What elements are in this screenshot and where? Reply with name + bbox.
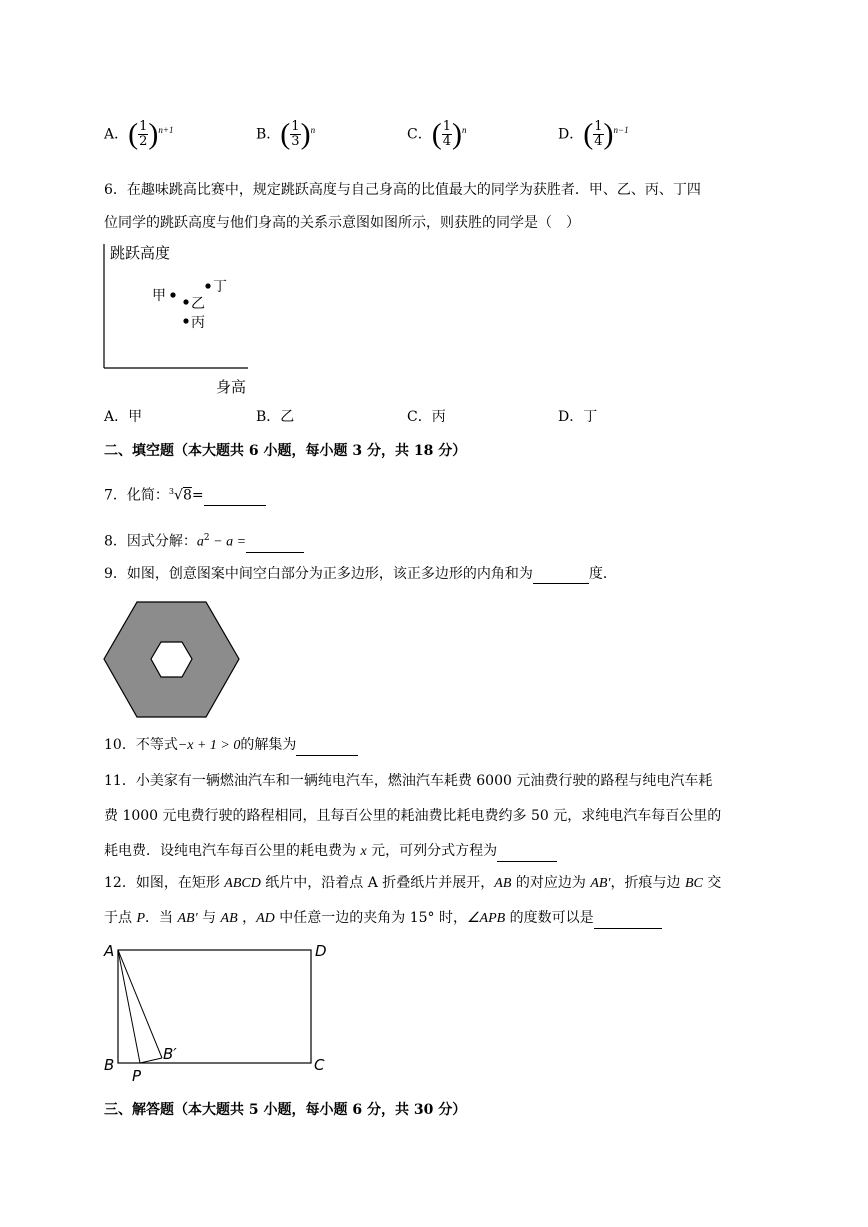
- q5-option-b: B．( $\frac{1}{3}$ )$^n$: [256, 117, 316, 151]
- q12-line-p-b-prime: [140, 1058, 162, 1063]
- q12-rectangle-abcd: [118, 950, 311, 1063]
- q6-x-axis-label: 身高: [216, 378, 247, 396]
- q12-label-a: A: [104, 942, 115, 960]
- q5-option-d: D．( $\frac{1}{4}$ )$^{n-1}$: [558, 117, 629, 151]
- q6-scatter-figure: [100, 240, 260, 400]
- q12-line-ab-prime: [118, 950, 162, 1058]
- q12-fold-line-ap: [118, 950, 140, 1063]
- q6-option-a: A．甲: [104, 409, 143, 425]
- q11-line1: 11．小美家有一辆燃油汽车和一辆纯电汽车，燃油汽车耗费 6000 元油费行驶的路程与纯电汽车耗: [104, 773, 713, 789]
- q6-point-bing-label: 丙: [191, 315, 205, 331]
- q12-answer-blank: [594, 914, 662, 929]
- q11-answer-blank: [497, 847, 557, 862]
- q12-line2: 于点 P．当 AB′ 与 AB ，AD 中任意一边的夹角为 15° 时，∠APB 的度数可以是: [104, 908, 662, 929]
- q8-answer-blank: [246, 538, 304, 553]
- q6-point-yi: [183, 299, 188, 304]
- q6-line1: 6．在趣味跳高比赛中，规定跳跃高度与自己身高的比值最大的同学为获胜者．甲、乙、丙、丁四: [104, 182, 701, 198]
- q12-label-b-prime: B′: [163, 1045, 177, 1063]
- q8: 8．因式分解：$a^2 - a$ =: [104, 528, 304, 553]
- section2-heading: 二、填空题（本大题共 6 小题，每小题 3 分，共 18 分）: [104, 443, 467, 459]
- q6-point-yi-label: 乙: [191, 296, 205, 312]
- section3-heading: 三、解答题（本大题共 5 小题，每小题 6 分，共 30 分）: [104, 1102, 467, 1118]
- q6-point-bing: [183, 318, 188, 323]
- q12-line1: 12．如图，在矩形 ABCD 纸片中，沿着点 A 折叠纸片并展开，AB 的对应边为 AB′，折痕与边 BC 交: [104, 875, 722, 891]
- q6-line2: 位同学的跳跃高度与他们身高的关系示意图如图所示，则获胜的同学是（ ）: [104, 215, 580, 231]
- q6-point-jia-label: 甲: [152, 288, 166, 304]
- q12-label-p: P: [132, 1067, 142, 1085]
- q9: 9．如图，创意图案中间空白部分为正多边形，该正多边形的内角和为 度．: [104, 566, 617, 582]
- q6-point-jia: [170, 292, 175, 297]
- q5-option-c: C．( $\frac{1}{4}$ )$^n$: [407, 117, 467, 151]
- q12-label-b: B: [104, 1056, 115, 1074]
- q6-y-axis-label: 跳跃高度: [110, 244, 171, 262]
- q6-point-ding-label: 丁: [213, 279, 227, 295]
- q9-answer-blank: [533, 569, 589, 584]
- q6-point-ding: [205, 283, 210, 288]
- q7: 7．化简：$^3$√8=: [104, 482, 266, 506]
- q5-option-a: A．( $\frac{1}{2}$ )$^{n+1}$: [104, 117, 174, 151]
- q6-option-c: C．丙: [407, 409, 446, 425]
- q10: 10．不等式−x + 1 > 0的解集为: [104, 735, 358, 756]
- q11-line2: 费 1000 元电费行驶的路程相同，且每百公里的耗油费比耗电费约多 50 元，求纯电汽车每百公里的: [104, 808, 722, 824]
- q11-line3: 耗电费．设纯电汽车每百公里的耗电费为 x 元，可列分式方程为: [104, 841, 557, 862]
- q6-option-d: D．丁: [558, 409, 598, 425]
- q10-answer-blank: [296, 741, 358, 756]
- q7-answer-blank: [204, 491, 266, 506]
- q12-label-d: D: [315, 942, 327, 960]
- q12-label-c: C: [314, 1056, 325, 1074]
- q12-rectangle-figure: [100, 938, 340, 1088]
- q9-hexagon-figure: [102, 600, 242, 720]
- q6-option-b: B．乙: [256, 409, 295, 425]
